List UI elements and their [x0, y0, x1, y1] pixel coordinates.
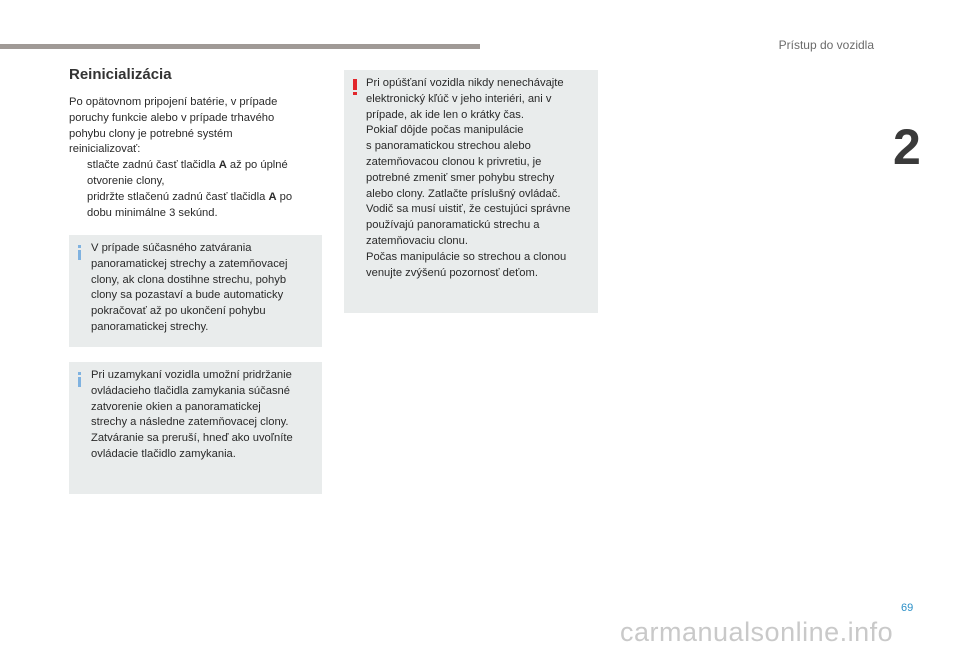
warning-line: venujte zvýšenú pozornosť deťom.	[366, 266, 538, 279]
page-number: 69	[901, 602, 914, 614]
info-line: ovládacieho tlačidla zamykania súčasné	[91, 384, 291, 397]
warning-line: s panoramatickou strechou alebo	[366, 140, 531, 153]
bullet-key: A	[218, 159, 227, 172]
warning-line: elektronický kľúč v jeho interiéri, ani v	[366, 92, 552, 105]
warning-line: zatemňovaciu clonu.	[366, 234, 468, 247]
warning-line: zatemňovacou clonou k privretiu, je	[366, 155, 542, 168]
warning-line: Pokiaľ dôjde počas manipulácie	[366, 124, 524, 137]
info-line: V prípade súčasného zatvárania	[91, 242, 252, 254]
info-line: panoramatickej strechy.	[91, 320, 209, 333]
info-line: pokračovať až po ukončení pohybu	[91, 305, 266, 318]
warning-line: Pri opúšťaní vozidla nikdy nenechávajte	[366, 77, 564, 89]
bullet-key: A	[268, 190, 277, 203]
watermark: carmanualsonline.info	[620, 617, 894, 647]
bullet-text: pridržte stlačenú zadnú časť tlačidla	[87, 190, 269, 203]
info-line: zatvorenie okien a panoramatickej	[91, 400, 261, 413]
warning-line: alebo clony. Zatlačte príslušný ovládač.	[366, 187, 561, 200]
bullet-text: otvorenie clony,	[87, 174, 165, 187]
info-line: clony, ak clona dostihne strechu, pohyb	[91, 273, 287, 286]
info-box	[69, 362, 322, 494]
intro-text	[69, 95, 319, 221]
intro-line: Po opätovnom pripojení batérie, v prípade	[69, 96, 278, 108]
warning-line: potrebné zmeniť smer pohybu strechy	[366, 171, 555, 184]
info-line: clony sa pozastaví a bude automaticky	[91, 289, 284, 302]
intro-line: reinicializovať:	[69, 143, 141, 156]
info-line: ovládacie tlačidlo zamykania.	[91, 447, 236, 460]
info-icon	[77, 372, 83, 386]
bullet-text: po	[276, 190, 293, 203]
chapter-number: 2	[893, 119, 921, 175]
info-icon	[77, 245, 83, 259]
warning-line: Vodič sa musí uistiť, že cestujúci správne	[366, 203, 571, 216]
header-rule	[0, 44, 480, 49]
info-line: Pri uzamykaní vozidla umožní pridržanie	[91, 369, 292, 381]
bullet-item	[69, 190, 319, 222]
bullet-text: dobu minimálne 3 sekúnd.	[87, 206, 218, 219]
section-heading: Reinicializácia	[69, 66, 172, 83]
info-line: panoramatickej strechy a zatemňovacej	[91, 257, 288, 270]
warning-icon	[352, 79, 358, 95]
info-box	[69, 235, 322, 347]
bullet-item	[69, 158, 319, 190]
section-title: Prístup do vozidla	[778, 38, 874, 52]
intro-line: pohybu clony je potrebné systém	[69, 127, 233, 140]
info-line: Zatváranie sa preruší, hneď ako uvoľníte	[91, 432, 293, 445]
info-line: strechy a následne zatemňovacej clony.	[91, 416, 289, 429]
warning-line: prípade, ak ide len o krátky čas.	[366, 108, 524, 121]
intro-line: poruchy funkcie alebo v prípade trhavého	[69, 111, 275, 124]
warning-line: používajú panoramatickú strechu a	[366, 219, 540, 232]
bullet-text: stlačte zadnú časť tlačidla	[87, 159, 219, 172]
warning-line: Počas manipulácie so strechou a clonou	[366, 250, 567, 263]
warning-box	[344, 70, 598, 313]
bullet-text: až po úplné	[226, 159, 288, 172]
